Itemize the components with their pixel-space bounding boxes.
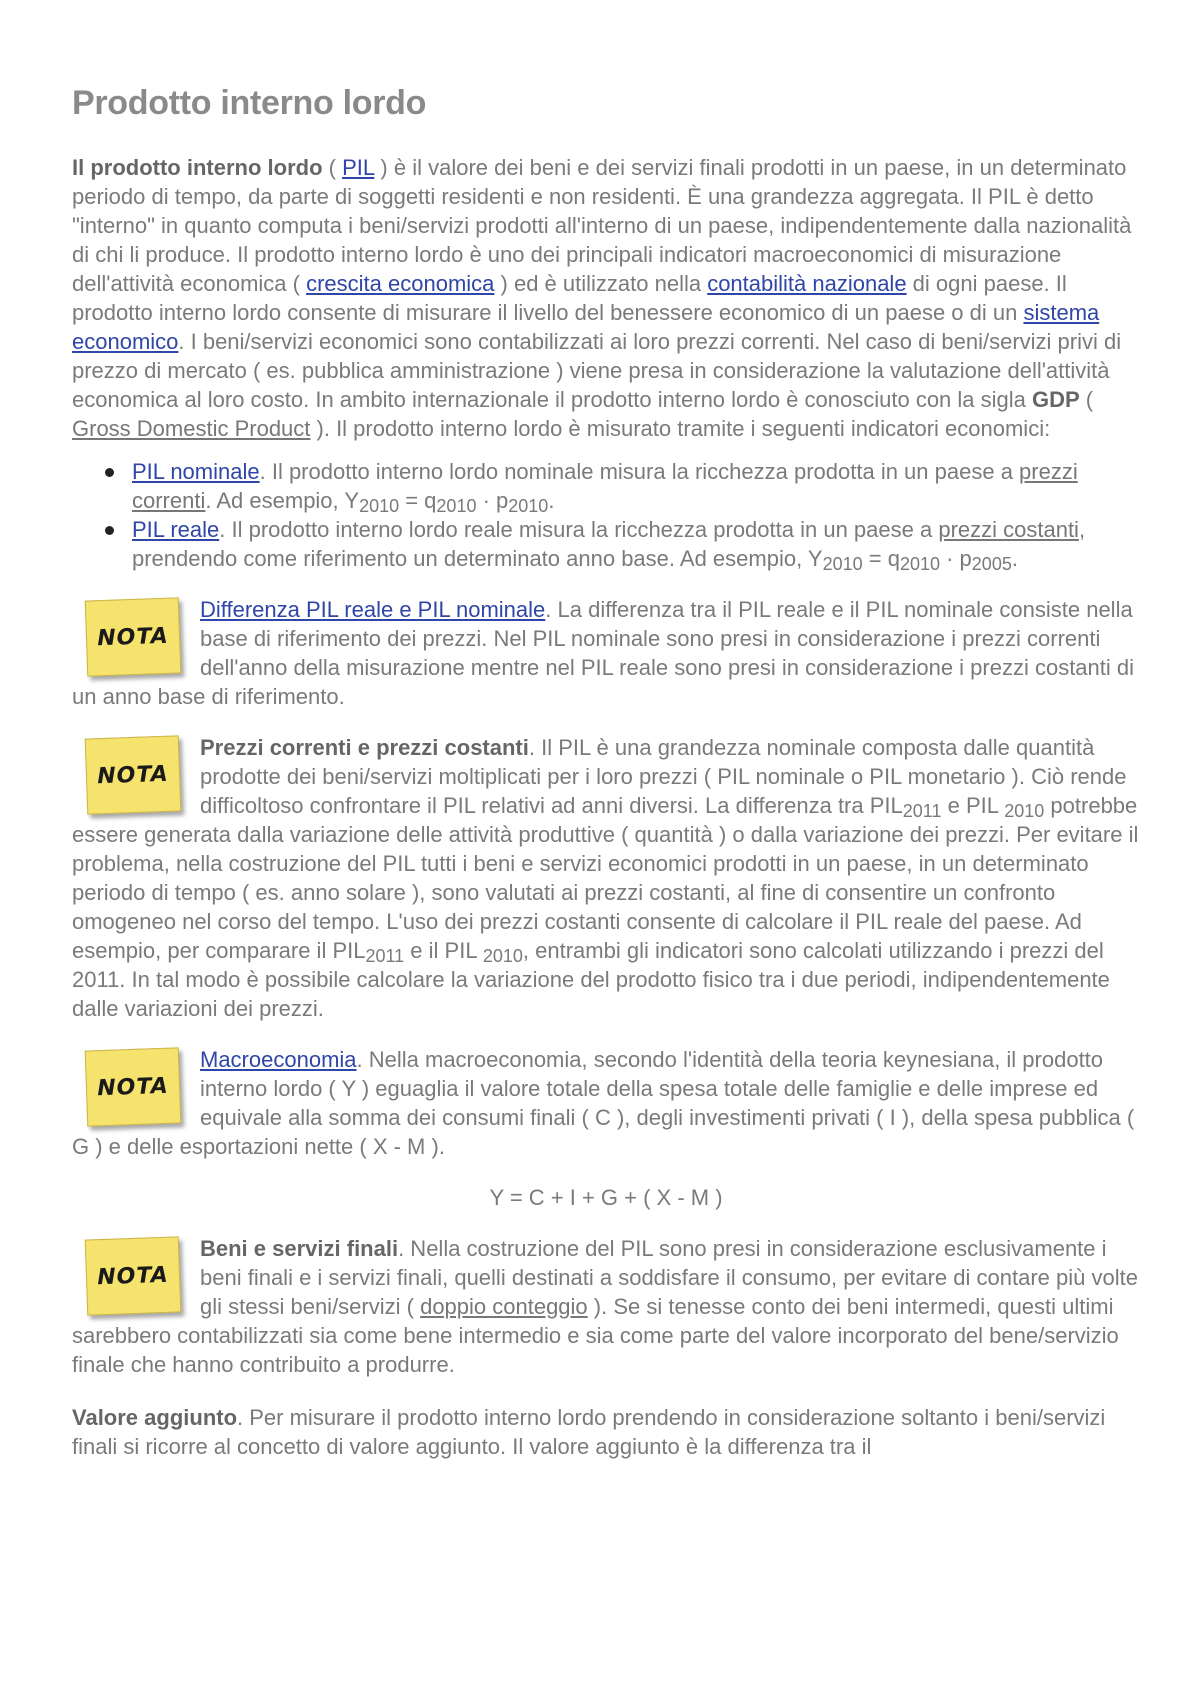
pil-link[interactable]: PIL (342, 155, 375, 180)
note-text: Macroeconomia. Nella macroeconomia, secondo l'identità della teoria keynesiana, il prodotto interno lordo ( Y ) eguaglia il valore totale della spesa totale delle famiglie e delle imprese ed equivale alla somma dei consumi finali ( C ), degli investimenti privati ( I ), della spesa pubblica ( G ) e delle esportazioni nette ( X - M ). (72, 1047, 1135, 1159)
list-item: PIL nominale. Il prodotto interno lordo nominale misura la ricchezza prodotta in un paese a prezzi correnti. Ad esempio, $Y_{2010} = q_{2010} \cdot p_{2010}$. (132, 457, 1140, 515)
indicator-list (72, 457, 1140, 573)
differenza-pil-link[interactable]: Differenza PIL reale e PIL nominale (200, 597, 546, 622)
note-prezzi (72, 733, 1140, 1023)
note-text: Prezzi correnti e prezzi costanti. Il PIL è una grandezza nominale composta dalle quantità prodotte dei beni/servizi moltiplicati per i loro prezzi ( PIL nominale o PIL monetario ). Ciò rende difficoltoso confrontare il PIL relativi ad anni diversi. La differenza tra $PIL_{2011}$ e PIL $_{2010}$ potrebbe essere generata dalla variazione delle attività produttive ( quantità ) o dalla variazione dei prezzi. Per evitare il problema, nella costruzione del PIL tutti i beni e servizi economici prodotti in un paese, in un determinato periodo di tempo ( es. anno solare ), sono valutati ai prezzi costanti, al fine di consentire un confronto omogeneo nel corso del tempo. L'uso dei prezzi costanti consente di calcolare il PIL reale del paese. Ad esempio, per comparare il $PIL_{2011}$ e il PIL $_{2010}$, entrambi gli indicatori sono calcolati utilizzando i prezzi del 2011. In tal modo è possibile calcolare la variazione del prodotto fisico tra i due periodi, indipendentemente dalle variazioni dei prezzi. (72, 735, 1139, 1021)
sistema-economico-link[interactable]: sistema economico (72, 300, 1100, 354)
prezzi-correnti-link[interactable]: prezzi correnti (132, 459, 1078, 513)
nota-sticky-icon: NOTA (85, 1047, 182, 1126)
note-macroeconomia (72, 1045, 1140, 1161)
note-text: Differenza PIL reale e PIL nominale. La differenza tra il PIL reale e il PIL nominale consiste nella base di riferimento dei prezzi. Nel PIL nominale sono presi in considerazione i prezzi correnti dell'anno della misurazione mentre nel PIL reale sono presi in considerazione i prezzi costanti di un anno base di riferimento. (72, 597, 1135, 709)
intro-paragraph: Il prodotto interno lordo ( PIL ) è il valore dei beni e dei servizi finali prodotti in un paese, in un determinato periodo di tempo, da parte di soggetti residenti e non residenti. È una grandezza aggregata. Il PIL è detto "interno" in quanto computa i beni/servizi prodotti all'interno di un paese, indipendentemente dalla nazionalità di chi li produce. Il prodotto interno lordo è uno dei principali indicatori macroeconomici di misurazione dell'attività economica ( crescita economica ) ed è utilizzato nella contabilità nazionale di ogni paese. Il prodotto interno lordo consente di misurare il livello del benessere economico di un paese o di un sistema economico. I beni/servizi economici sono contabilizzati ai loro prezzi correnti. Nel caso di beni/servizi privi di prezzo di mercato ( es. pubblica amministrazione ) viene presa in considerazione la valutazione dell'attività economica al loro costo. In ambito internazionale il prodotto interno lordo è conosciuto con la sigla GDP ( Gross Domestic Product ). Il prodotto interno lordo è misurato tramite i seguenti indicatori economici: (72, 155, 1132, 441)
note-differenza (72, 595, 1140, 711)
valore-aggiunto-paragraph: Valore aggiunto. Per misurare il prodotto interno lordo prendendo in considerazione soltanto i beni/servizi finali si ricorre al concetto di valore aggiunto. Il valore aggiunto è la differenza tra il (72, 1405, 1106, 1459)
prezzi-costanti-link[interactable]: prezzi costanti (938, 517, 1079, 542)
note-heading: Beni e servizi finali (200, 1236, 399, 1261)
note-beni-finali (72, 1234, 1140, 1379)
page-title: Prodotto interno lordo (72, 84, 427, 122)
pil-nominale-link[interactable]: PIL nominale (132, 459, 260, 484)
pil-reale-link[interactable]: PIL reale (132, 517, 220, 542)
doppio-conteggio-link[interactable]: doppio conteggio (420, 1294, 588, 1319)
list-item: PIL reale. Il prodotto interno lordo reale misura la ricchezza prodotta in un paese a prezzi costanti, prendendo come riferimento un determinato anno base. Ad esempio, $Y_{2010} = q_{2010} \cdot p_{2005}$. (132, 515, 1140, 573)
formula: Y = C + I + G + ( X - M ) (489, 1185, 723, 1210)
nota-sticky-icon: NOTA (85, 735, 182, 814)
nota-sticky-icon: NOTA (85, 1236, 182, 1315)
note-heading: Prezzi correnti e prezzi costanti (200, 735, 529, 760)
gdp-term: GDP (1032, 387, 1080, 412)
gross-domestic-product-link[interactable]: Gross Domestic Product (72, 416, 311, 441)
crescita-economica-link[interactable]: crescita economica (306, 271, 495, 296)
contabilita-nazionale-link[interactable]: contabilità nazionale (707, 271, 907, 296)
intro-term: Il prodotto interno lordo (72, 155, 323, 180)
macroeconomia-link[interactable]: Macroeconomia (200, 1047, 357, 1072)
valore-aggiunto-term: Valore aggiunto (72, 1405, 238, 1430)
note-text: Beni e servizi finali. Nella costruzione del PIL sono presi in considerazione esclusivamente i beni finali e i servizi finali, quelli destinati a soddisfare il consumo, per evitare di contare più volte gli stessi beni/servizi ( doppio conteggio ). Se si tenesse conto dei beni intermedi, questi ultimi sarebbero contabilizzati sia come bene intermedio e sia come parte del valore incorporato del bene/servizio finale che hanno contribuito a produrre. (72, 1236, 1138, 1377)
nota-sticky-icon: NOTA (85, 597, 182, 676)
